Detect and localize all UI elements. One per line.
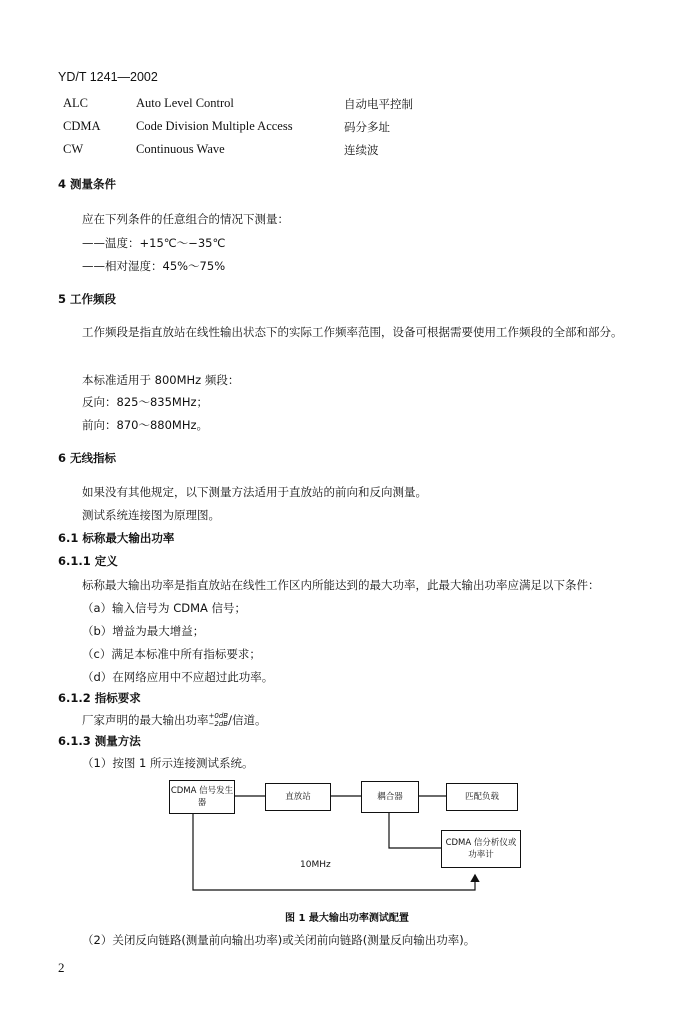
box-cdma-signal-generator: CDMA 信号发生器	[169, 780, 235, 814]
abbr-cw-en: Continuous Wave	[136, 142, 225, 156]
figure-caption: 图 1 最大输出功率测试配置	[285, 913, 409, 924]
tolerance-lower: −2dB	[208, 720, 229, 728]
box-matched-load: 匹配负载	[446, 783, 518, 811]
abbr-alc-zh: 自动电平控制	[344, 97, 413, 111]
abbr-cw: CW	[63, 142, 84, 156]
s612-post: /信道。	[228, 713, 267, 727]
abbr-cdma-en: Code Division Multiple Access	[136, 119, 293, 133]
section-6-1-title: 6.1 标称最大输出功率	[58, 531, 175, 545]
s611-line-3: （b）增益为最大增益；	[82, 624, 205, 638]
section-4-title: 4 测量条件	[58, 177, 117, 191]
s5-line-1: 本标准适用于 800MHz 频段：	[82, 373, 240, 387]
box-coupler: 耦合器	[361, 781, 419, 813]
box-repeater: 直放站	[265, 783, 331, 811]
s611-line-4: （c）满足本标准中所有指标要求；	[82, 647, 261, 661]
s613-step-2: （2）关闭反向链路(测量前向输出功率)或关闭前向链路(测量反向输出功率)。	[82, 933, 476, 947]
section-6-title: 6 无线指标	[58, 451, 117, 465]
abbr-cw-zh: 连续波	[344, 143, 379, 157]
link-10mhz-reference	[193, 813, 475, 890]
section-5-title: 5 工作频段	[58, 292, 117, 306]
abbr-alc-en: Auto Level Control	[136, 96, 234, 110]
label-10mhz: 10MHz	[300, 860, 331, 870]
s5-line-3: 前向：870～880MHz。	[82, 418, 209, 432]
s5-line-2: 反向：825～835MHz；	[82, 395, 209, 409]
s5-paragraph: 工作频段是指直放站在线性输出状态下的实际工作频率范围，设备可根据需要使用工作频段的全部和部分。	[82, 325, 623, 339]
s4-line-3: ——相对湿度：45%～75%	[82, 259, 226, 273]
section-6-1-1-title: 6.1.1 定义	[58, 554, 118, 568]
tolerance-upper: +0dB	[208, 712, 229, 720]
s4-line-2: ——温度：+15℃～−35℃	[82, 236, 226, 250]
s612-pre: 厂家声明的最大输出功率	[82, 713, 209, 727]
abbr-cdma-zh: 码分多址	[344, 120, 390, 134]
section-6-1-3-title: 6.1.3 测量方法	[58, 734, 141, 748]
standard-number: YD/T 1241—2002	[58, 70, 158, 84]
s611-line-5: （d）在网络应用中不应超过此功率。	[82, 670, 274, 684]
abbr-cdma: CDMA	[63, 119, 101, 133]
link-coupler-to-analyzer	[389, 812, 441, 848]
s6-line-1: 如果没有其他规定，以下测量方法适用于直放站的前向和反向测量。	[82, 485, 427, 499]
s613-step-1: （1）按图 1 所示连接测试系统。	[82, 756, 254, 770]
section-6-1-2-title: 6.1.2 指标要求	[58, 691, 141, 705]
abbr-alc: ALC	[63, 96, 88, 110]
s611-line-1: 标称最大输出功率是指直放站在线性工作区内所能达到的最大功率，此最大输出功率应满足以下条件：	[82, 578, 600, 592]
s611-line-2: （a）输入信号为 CDMA 信号；	[82, 601, 247, 615]
s6-line-2: 测试系统连接图为原理图。	[82, 508, 220, 522]
page-number: 2	[58, 960, 65, 975]
box-cdma-analyzer: CDMA 信分析仪或功率计	[441, 830, 521, 868]
s4-line-1: 应在下列条件的任意组合的情况下测量：	[82, 212, 289, 226]
